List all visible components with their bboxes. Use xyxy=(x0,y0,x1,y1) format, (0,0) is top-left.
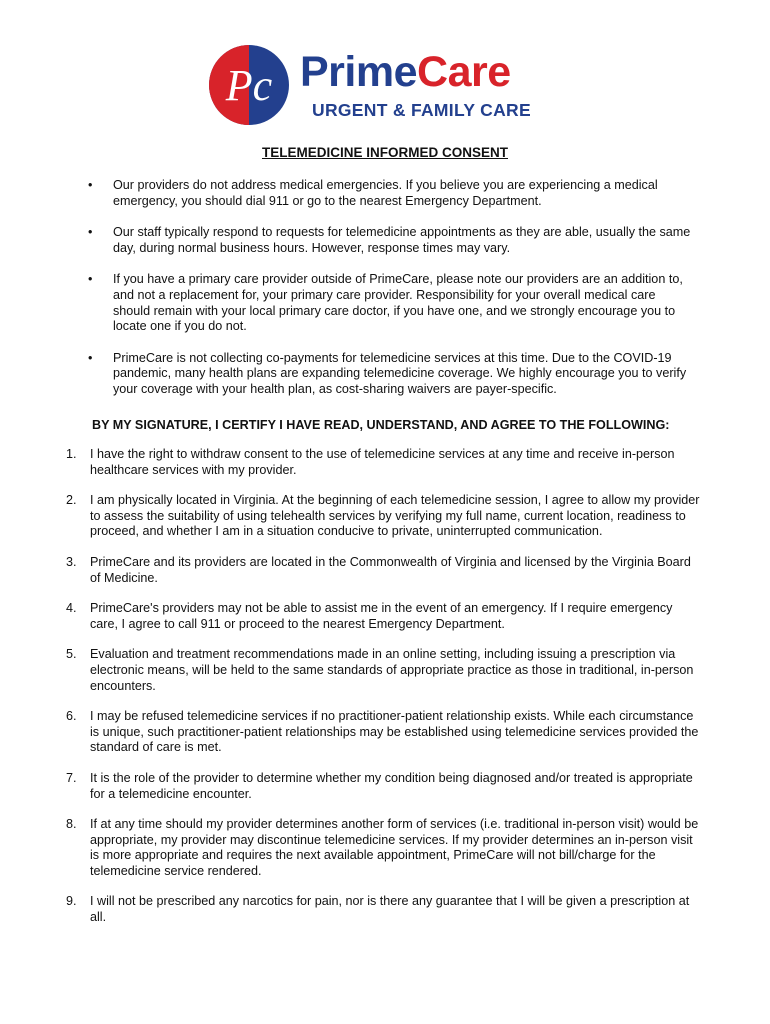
bullet-item xyxy=(88,178,694,209)
term-item xyxy=(66,709,700,756)
term-number: 8. xyxy=(66,817,77,832)
term-number: 4. xyxy=(66,601,77,616)
bullet-text: Our providers do not address medical emergencies. If you believe you are experiencing a medical emergency, you should dial 911 or go to the nearest Emergency Department. xyxy=(113,178,658,208)
logo-initials: Pc xyxy=(225,61,273,110)
term-text: I have the right to withdraw consent to the use of telemedicine services at any time and receive in-person healthcare services with my provider. xyxy=(90,447,675,477)
bullet-item xyxy=(88,351,694,398)
term-text: It is the role of the provider to determine whether my condition being diagnosed and/or treated is appropriate for a telemedicine encounter. xyxy=(90,770,693,801)
term-item xyxy=(66,894,700,925)
term-number: 3. xyxy=(66,554,77,569)
bullet-dot-icon: • xyxy=(88,350,93,365)
bullet-dot-icon: • xyxy=(88,178,93,192)
term-number: 2. xyxy=(66,493,77,508)
brand-name xyxy=(300,48,511,96)
term-item xyxy=(66,601,700,632)
term-number: 5. xyxy=(66,647,77,662)
bullet-dot-icon: • xyxy=(88,272,93,287)
brand-tagline: URGENT & FAMILY CARE xyxy=(312,100,531,120)
page-title: TELEMEDICINE INFORMED CONSENT xyxy=(261,145,508,160)
term-text: Evaluation and treatment recommendations made in an online setting, including issuing a prescription via electronic means, will be held to the same standards of appropriate practice as those in traditional, in-person encounters. xyxy=(90,647,694,693)
primecare-logo-mark xyxy=(208,44,290,126)
brand-name-prime: Prime xyxy=(300,48,418,96)
term-text: I am physically located in Virginia. At the beginning of each telemedicine session, I agree to allow my provider to assess the suitability of using telehealth services by verifying my full name, current location, readiness to proceed, and whether I am in a situation conducive to private, uninterrupted communication. xyxy=(90,493,700,539)
term-item xyxy=(66,493,700,540)
bullet-text: Our staff typically respond to requests for telemedicine appointments as they are able, usually the same day, during normal business hours. However, response times may vary. xyxy=(113,225,691,255)
term-item xyxy=(66,771,700,802)
term-text: If at any time should my provider determines another form of services (i.e. traditional in-person visit) would be appropriate, my provider may discontinue telemedicine services. If my provider determines an in-person visit is more appropriate and requires the next available appointment, PrimeCare will not bill/charge for the telemedicine service rendered. xyxy=(90,817,699,878)
certification-heading: BY MY SIGNATURE, I CERTIFY I HAVE READ, UNDERSTAND, AND AGREE TO THE FOLLOWING: xyxy=(92,418,670,432)
term-text: PrimeCare and its providers are located in the Commonwealth of Virginia and licensed by the Virginia Board of Medicine. xyxy=(90,554,691,585)
term-item xyxy=(66,447,700,478)
bullet-item xyxy=(88,272,694,334)
term-text: I will not be prescribed any narcotics for pain, nor is there any guarantee that I will be given a prescription at all. xyxy=(90,894,690,925)
brand-name-care: Care xyxy=(417,48,511,96)
term-number: 1. xyxy=(66,447,77,461)
consent-terms-list xyxy=(66,447,700,926)
term-item xyxy=(66,817,700,879)
bullet-text: If you have a primary care provider outside of PrimeCare, please note our providers are an addition to, and not a replacement for, your primary care provider. Responsibility for your overall medical care should remain with your local primary care doctor, if you have one, and we strongly encourage you to locate one if you do not. xyxy=(113,272,683,334)
term-item xyxy=(66,647,700,694)
primecare-logo xyxy=(208,44,568,134)
term-text: I may be refused telemedicine services if no practitioner-patient relationship exists. While each circumstance is unique, such practitioner-patient relationships may be established using telemedicine services provided the standard of care is met. xyxy=(90,709,699,755)
bullet-dot-icon: • xyxy=(88,225,93,240)
term-number: 7. xyxy=(66,770,77,785)
term-number: 9. xyxy=(66,894,77,909)
bullet-item xyxy=(88,225,694,256)
notice-bullet-list xyxy=(88,178,694,398)
term-item xyxy=(66,555,700,586)
bullet-text: PrimeCare is not collecting co-payments for telemedicine services at this time. Due to the COVID-19 pandemic, many health plans are expanding telemedicine coverage. We highly encourage you to verify your coverage with your health plan, as cost-sharing waivers are payer-specific. xyxy=(113,350,687,396)
term-number: 6. xyxy=(66,709,77,724)
term-text: PrimeCare's providers may not be able to assist me in the event of an emergency. If I require emergency care, I agree to call 911 or proceed to the nearest Emergency Department. xyxy=(90,601,673,631)
